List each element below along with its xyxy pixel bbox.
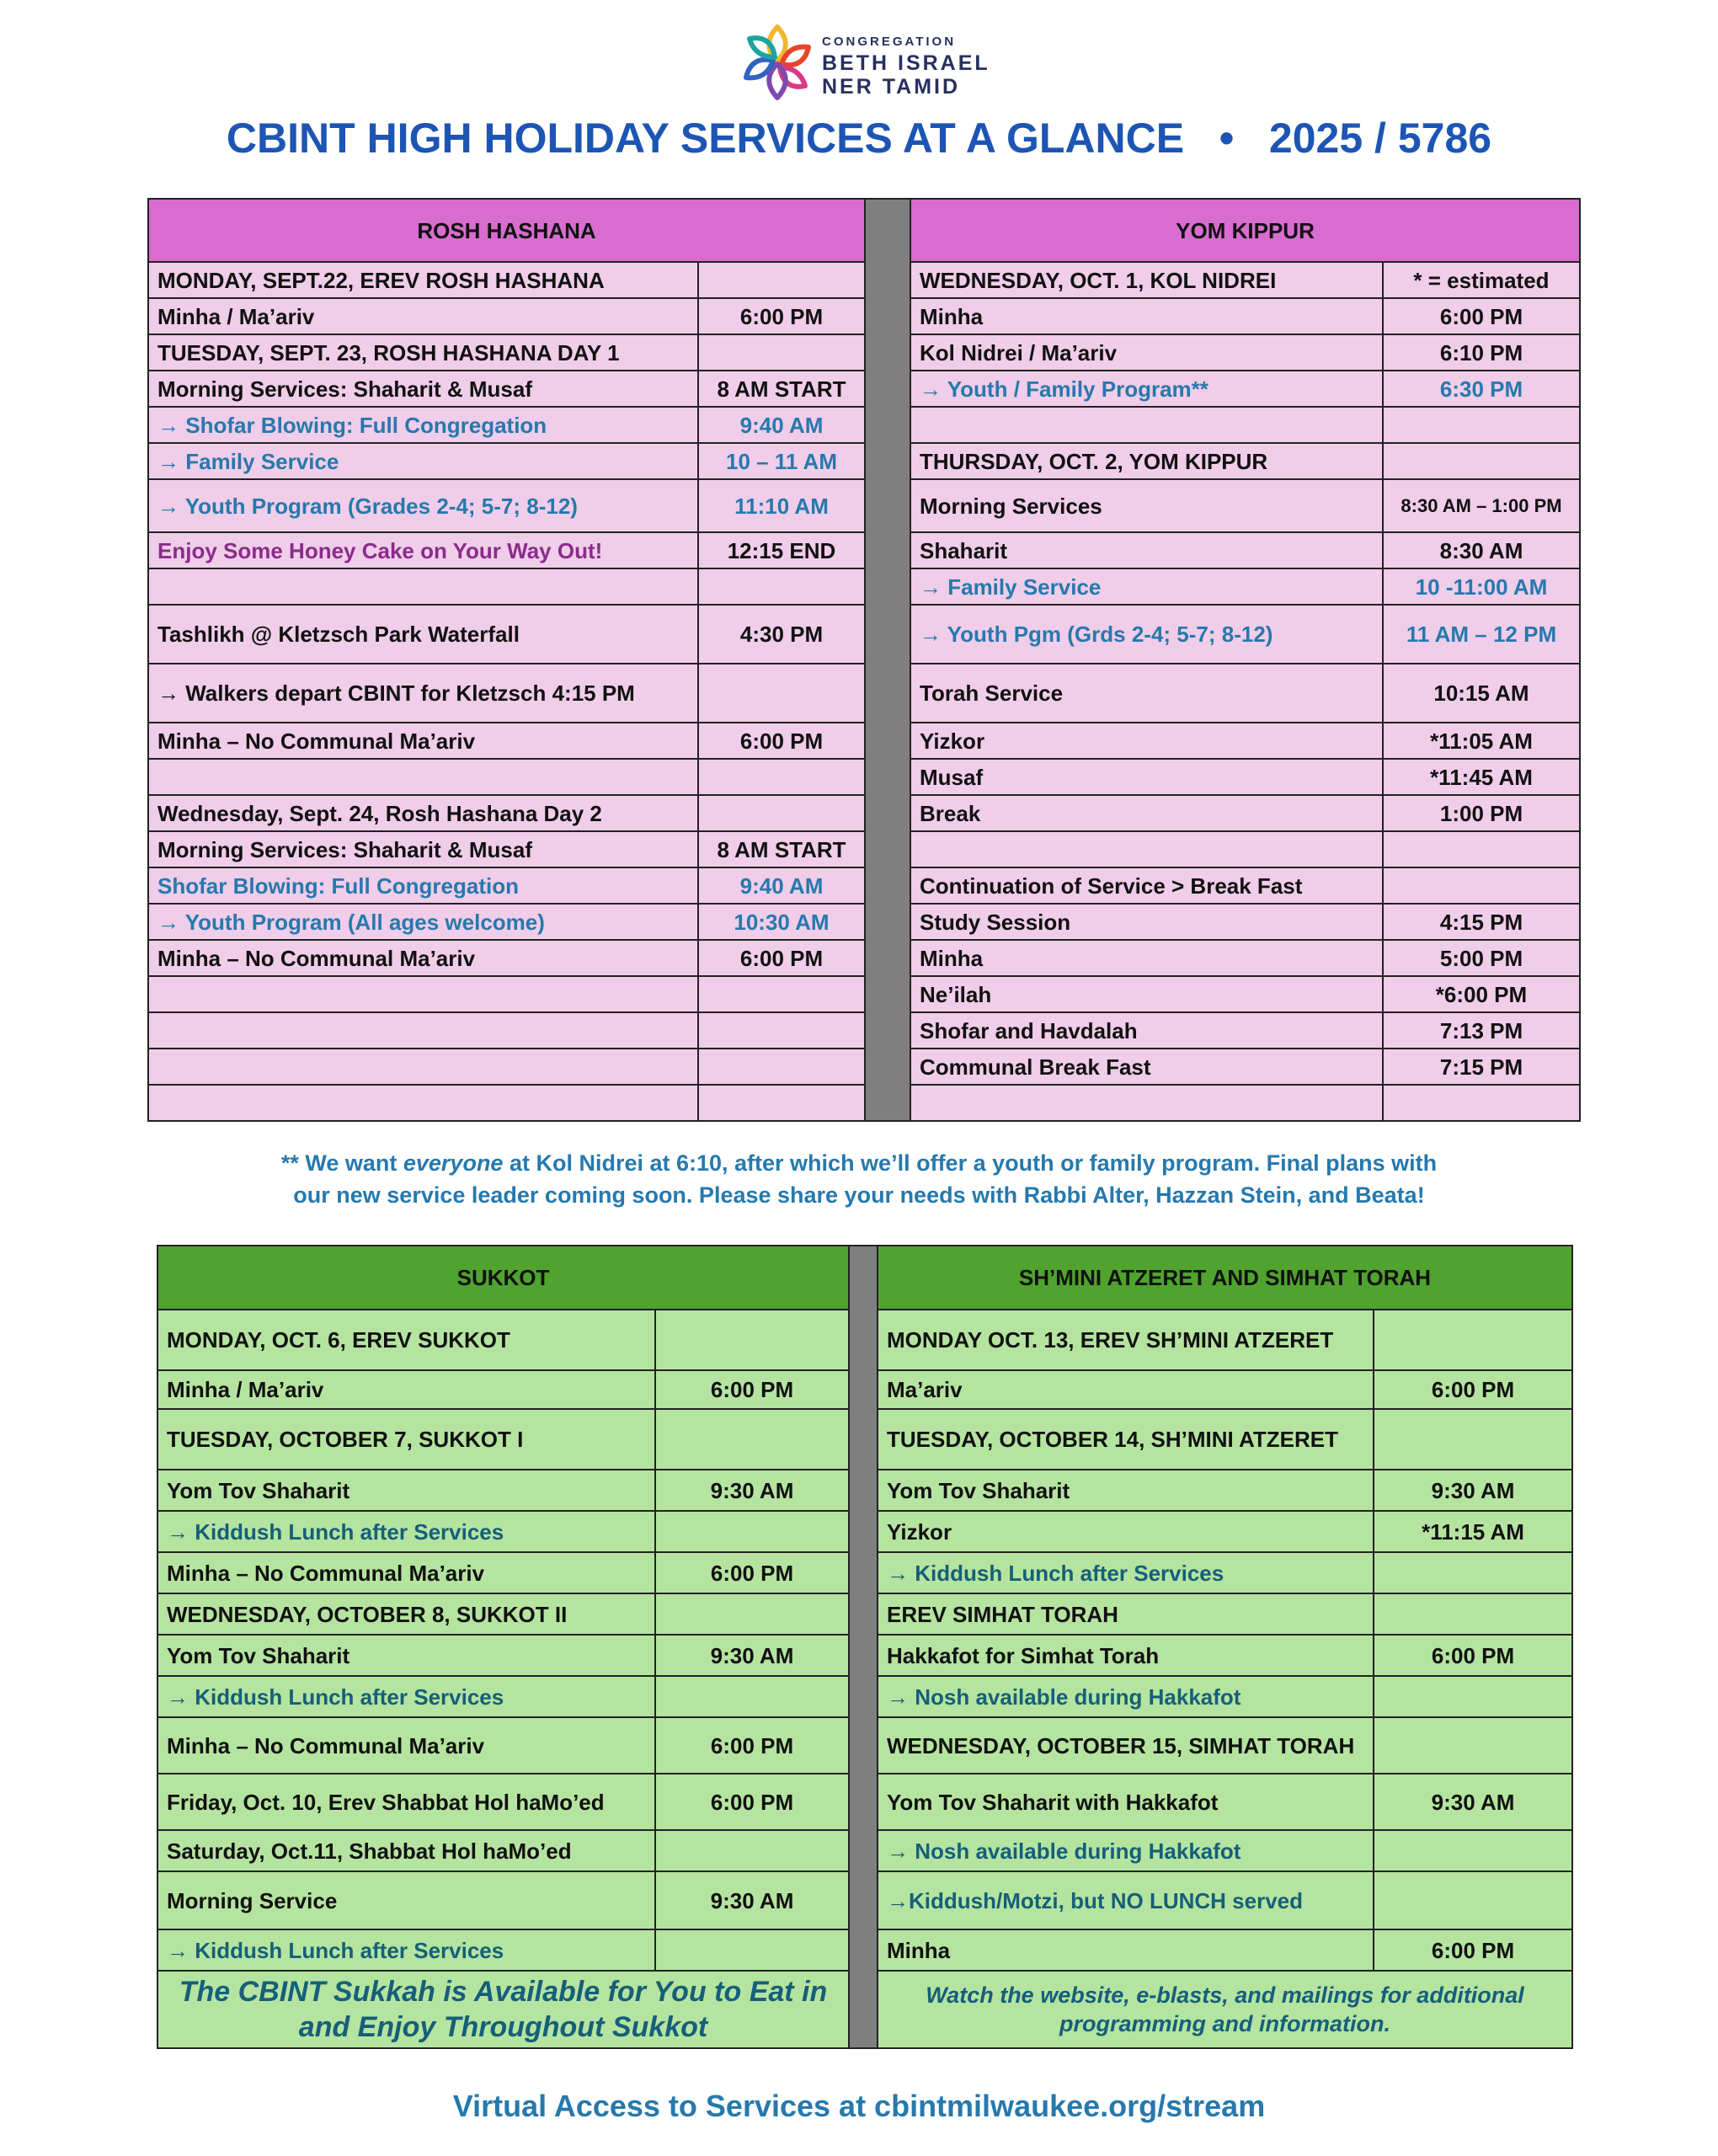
yom-kippur-time <box>1383 1085 1580 1121</box>
yom-kippur-event: Shaharit <box>910 532 1383 568</box>
sukkot-event: WEDNESDAY, OCTOBER 8, SUKKOT II <box>157 1593 655 1635</box>
schedule-row <box>148 1085 1580 1121</box>
yom-kippur-time: 8:30 AM <box>1383 532 1580 568</box>
yom-kippur-event <box>910 407 1383 443</box>
rosh-hashana-time: 6:00 PM <box>698 940 865 976</box>
logo-line-ner-tamid: NER TAMID <box>822 75 961 99</box>
sukkot-event: MONDAY, OCT. 6, EREV SUKKOT <box>157 1310 655 1370</box>
shmini-atzeret-event: →Kiddush/Motzi, but NO LUNCH served <box>878 1871 1374 1929</box>
yom-kippur-event: Torah Service <box>910 664 1383 723</box>
yom-kippur-time: *6:00 PM <box>1383 976 1580 1012</box>
yom-kippur-event <box>910 831 1383 867</box>
sukkot-event: Yom Tov Shaharit <box>157 1635 655 1676</box>
rosh-hashana-event: → Family Service <box>148 443 698 479</box>
shmini-atzeret-header: SH’MINI ATZERET AND SIMHAT TORAH <box>878 1246 1572 1310</box>
shmini-atzeret-event: TUESDAY, OCTOBER 14, SH’MINI ATZERET <box>878 1409 1374 1470</box>
column-separator <box>849 1246 878 2048</box>
rosh-hashana-time <box>698 795 865 831</box>
sukkot-time: 6:00 PM <box>655 1717 849 1774</box>
schedule-row <box>148 605 1580 664</box>
rosh-hashana-time: 8 AM START <box>698 371 865 407</box>
sukkot-event: Friday, Oct. 10, Erev Shabbat Hol haMo’ed <box>157 1774 655 1830</box>
rosh-hashana-event: → Youth Program (Grades 2-4; 5-7; 8-12) <box>148 479 698 532</box>
rosh-hashana-time <box>698 334 865 371</box>
kol-nidrei-note <box>0 1147 1718 1211</box>
rosh-hashana-event: Minha – No Communal Ma’ariv <box>148 940 698 976</box>
virtual-access-footer: Virtual Access to Services at cbintmilwaukee.org/stream <box>452 2089 1266 2123</box>
high-holidays-table <box>147 198 1581 1122</box>
schedule-row <box>148 664 1580 723</box>
yom-kippur-event: Minha <box>910 940 1383 976</box>
high-holidays-body <box>148 199 1580 1121</box>
sukkot-time <box>655 1676 849 1717</box>
yom-kippur-event: Study Session <box>910 904 1383 940</box>
schedule-row <box>148 568 1580 605</box>
schedule-row <box>148 976 1580 1012</box>
shmini-atzeret-event: EREV SIMHAT TORAH <box>878 1593 1374 1635</box>
rosh-hashana-event: → Youth Program (All ages welcome) <box>148 904 698 940</box>
rosh-hashana-time <box>698 976 865 1012</box>
rosh-hashana-time <box>698 1049 865 1085</box>
rosh-hashana-time: 6:00 PM <box>698 298 865 334</box>
yom-kippur-time: *11:05 AM <box>1383 723 1580 759</box>
shmini-atzeret-event: → Nosh available during Hakkafot <box>878 1676 1374 1717</box>
congregation-logo <box>739 22 1026 106</box>
schedule-row <box>148 940 1580 976</box>
rosh-hashana-time <box>698 262 865 298</box>
yom-kippur-time: 6:00 PM <box>1383 298 1580 334</box>
rosh-hashana-time <box>698 664 865 723</box>
yom-kippur-time: *11:45 AM <box>1383 759 1580 795</box>
sukkot-time <box>655 1511 849 1552</box>
schedule-row <box>148 867 1580 904</box>
fall-festivals-body <box>157 1246 1572 2048</box>
schedule-row <box>148 532 1580 568</box>
yom-kippur-event: WEDNESDAY, OCT. 1, KOL NIDREI <box>910 262 1383 298</box>
shmini-atzeret-time: 9:30 AM <box>1374 1470 1572 1511</box>
sukkot-time <box>655 1409 849 1470</box>
rosh-hashana-event <box>148 568 698 605</box>
yom-kippur-time: 11 AM – 12 PM <box>1383 605 1580 664</box>
yom-kippur-time: 7:15 PM <box>1383 1049 1580 1085</box>
shmini-atzeret-event: → Kiddush Lunch after Services <box>878 1552 1374 1593</box>
schedule-row <box>148 407 1580 443</box>
sukkot-time: 9:30 AM <box>655 1470 849 1511</box>
yom-kippur-event: Morning Services <box>910 479 1383 532</box>
rosh-hashana-time <box>698 1085 865 1121</box>
rosh-hashana-time: 11:10 AM <box>698 479 865 532</box>
yom-kippur-time: 1:00 PM <box>1383 795 1580 831</box>
rosh-hashana-event: Morning Services: Shaharit & Musaf <box>148 831 698 867</box>
shmini-atzeret-time: *11:15 AM <box>1374 1511 1572 1552</box>
yom-kippur-event: Break <box>910 795 1383 831</box>
rosh-hashana-event: MONDAY, SEPT.22, EREV ROSH HASHANA <box>148 262 698 298</box>
shmini-atzeret-time: 6:00 PM <box>1374 1370 1572 1409</box>
rosh-hashana-time <box>698 759 865 795</box>
yom-kippur-event: → Youth Pgm (Grds 2-4; 5-7; 8-12) <box>910 605 1383 664</box>
shmini-atzeret-event: MONDAY OCT. 13, EREV SH’MINI ATZERET <box>878 1310 1374 1370</box>
yom-kippur-event: Yizkor <box>910 723 1383 759</box>
rosh-hashana-time: 4:30 PM <box>698 605 865 664</box>
yom-kippur-event: Communal Break Fast <box>910 1049 1383 1085</box>
sukkot-event: → Kiddush Lunch after Services <box>157 1929 655 1971</box>
schedule-row <box>148 723 1580 759</box>
sukkot-event: → Kiddush Lunch after Services <box>157 1676 655 1717</box>
rosh-hashana-event <box>148 1085 698 1121</box>
yom-kippur-time <box>1383 831 1580 867</box>
sukkot-time: 9:30 AM <box>655 1635 849 1676</box>
shmini-atzeret-time <box>1374 1676 1572 1717</box>
sukkot-event: Minha – No Communal Ma’ariv <box>157 1552 655 1593</box>
rosh-hashana-event: → Shofar Blowing: Full Congregation <box>148 407 698 443</box>
sukkot-time: 6:00 PM <box>655 1552 849 1593</box>
rosh-hashana-time: 9:40 AM <box>698 867 865 904</box>
schedule-row <box>148 262 1580 298</box>
kol-nidrei-note-part1: ** We want <box>280 1150 403 1176</box>
shmini-atzeret-time <box>1374 1830 1572 1871</box>
rosh-hashana-time: 6:00 PM <box>698 723 865 759</box>
rosh-hashana-event <box>148 1049 698 1085</box>
schedule-row <box>148 334 1580 371</box>
rosh-hashana-event: → Walkers depart CBINT for Kletzsch 4:15 PM <box>148 664 698 723</box>
fall-festivals-table <box>157 1245 1573 2049</box>
rosh-hashana-time <box>698 1012 865 1049</box>
rosh-hashana-event <box>148 976 698 1012</box>
yom-kippur-event: Musaf <box>910 759 1383 795</box>
sukkot-event: Yom Tov Shaharit <box>157 1470 655 1511</box>
sukkot-time <box>655 1310 849 1370</box>
yom-kippur-time: 5:00 PM <box>1383 940 1580 976</box>
rosh-hashana-time: 8 AM START <box>698 831 865 867</box>
schedule-row <box>148 371 1580 407</box>
rosh-hashana-time: 9:40 AM <box>698 407 865 443</box>
yom-kippur-time: 7:13 PM <box>1383 1012 1580 1049</box>
website-note: Watch the website, e-blasts, and mailings for additional programming and information. <box>878 1971 1572 2048</box>
schedule-row <box>148 795 1580 831</box>
sukkot-time: 9:30 AM <box>655 1871 849 1929</box>
page-title: CBINT HIGH HOLIDAY SERVICES AT A GLANCE • 2025 / 5786 <box>226 115 1492 162</box>
yom-kippur-header: YOM KIPPUR <box>910 199 1580 262</box>
sukkot-time: 6:00 PM <box>655 1370 849 1409</box>
star-of-david-flower-icon <box>739 22 815 103</box>
shmini-atzeret-time <box>1374 1593 1572 1635</box>
yom-kippur-time <box>1383 443 1580 479</box>
yom-kippur-event: Minha <box>910 298 1383 334</box>
logo-line-congregation: CONGREGATION <box>822 35 957 49</box>
rosh-hashana-header: ROSH HASHANA <box>148 199 865 262</box>
rosh-hashana-event: Minha / Ma’ariv <box>148 298 698 334</box>
yom-kippur-event: Continuation of Service > Break Fast <box>910 867 1383 904</box>
yom-kippur-time: 10:15 AM <box>1383 664 1580 723</box>
schedule-row <box>148 831 1580 867</box>
shmini-atzeret-event: Hakkafot for Simhat Torah <box>878 1635 1374 1676</box>
sukkot-event: Saturday, Oct.11, Shabbat Hol haMo’ed <box>157 1830 655 1871</box>
logo-line-beth-israel: BETH ISRAEL <box>822 51 990 75</box>
yom-kippur-event: Ne’ilah <box>910 976 1383 1012</box>
column-separator <box>865 199 910 1121</box>
shmini-atzeret-event: → Nosh available during Hakkafot <box>878 1830 1374 1871</box>
rosh-hashana-event: TUESDAY, SEPT. 23, ROSH HASHANA DAY 1 <box>148 334 698 371</box>
sukkot-event: Minha / Ma’ariv <box>157 1370 655 1409</box>
rosh-hashana-event: Wednesday, Sept. 24, Rosh Hashana Day 2 <box>148 795 698 831</box>
rosh-hashana-event: Shofar Blowing: Full Congregation <box>148 867 698 904</box>
shmini-atzeret-time <box>1374 1310 1572 1370</box>
schedule-row <box>148 904 1580 940</box>
rosh-hashana-time: 12:15 END <box>698 532 865 568</box>
rosh-hashana-event: Minha – No Communal Ma’ariv <box>148 723 698 759</box>
schedule-row <box>148 298 1580 334</box>
shmini-atzeret-time <box>1374 1871 1572 1929</box>
sukkot-time <box>655 1593 849 1635</box>
schedule-row <box>148 1049 1580 1085</box>
schedule-row <box>148 443 1580 479</box>
rosh-hashana-time <box>698 568 865 605</box>
shmini-atzeret-time <box>1374 1717 1572 1774</box>
sukkot-time <box>655 1830 849 1871</box>
yom-kippur-event: → Family Service <box>910 568 1383 605</box>
yom-kippur-time: 4:15 PM <box>1383 904 1580 940</box>
sukkot-event: → Kiddush Lunch after Services <box>157 1511 655 1552</box>
schedule-row <box>148 1012 1580 1049</box>
schedule-row <box>148 479 1580 532</box>
sukkot-time <box>655 1929 849 1971</box>
rosh-hashana-event: Morning Services: Shaharit & Musaf <box>148 371 698 407</box>
shmini-atzeret-time <box>1374 1552 1572 1593</box>
sukkot-event: Minha – No Communal Ma’ariv <box>157 1717 655 1774</box>
rosh-hashana-time: 10:30 AM <box>698 904 865 940</box>
yom-kippur-time: 6:30 PM <box>1383 371 1580 407</box>
rosh-hashana-event: Tashlikh @ Kletzsch Park Waterfall <box>148 605 698 664</box>
yom-kippur-time: 6:10 PM <box>1383 334 1580 371</box>
kol-nidrei-note-line2: our new service leader coming soon. Please share your needs with Rabbi Alter, Hazzan Stein, and Beata! <box>293 1182 1425 1208</box>
yom-kippur-event: THURSDAY, OCT. 2, YOM KIPPUR <box>910 443 1383 479</box>
yom-kippur-event <box>910 1085 1383 1121</box>
shmini-atzeret-event: Minha <box>878 1929 1374 1971</box>
shmini-atzeret-event: WEDNESDAY, OCTOBER 15, SIMHAT TORAH <box>878 1717 1374 1774</box>
rosh-hashana-event <box>148 759 698 795</box>
yom-kippur-time: 10 -11:00 AM <box>1383 568 1580 605</box>
shmini-atzeret-event: Yizkor <box>878 1511 1374 1552</box>
schedule-row <box>148 759 1580 795</box>
yom-kippur-event: → Youth / Family Program** <box>910 371 1383 407</box>
rosh-hashana-event <box>148 1012 698 1049</box>
shmini-atzeret-time: 6:00 PM <box>1374 1635 1572 1676</box>
shmini-atzeret-time: 6:00 PM <box>1374 1929 1572 1971</box>
yom-kippur-time <box>1383 407 1580 443</box>
shmini-atzeret-event: Ma’ariv <box>878 1370 1374 1409</box>
kol-nidrei-note-part2: at Kol Nidrei at 6:10, after which we’ll offer a youth or family program. Final plans with <box>503 1150 1438 1176</box>
yom-kippur-event: Kol Nidrei / Ma’ariv <box>910 334 1383 371</box>
yom-kippur-time: * = estimated <box>1383 262 1580 298</box>
rosh-hashana-time: 10 – 11 AM <box>698 443 865 479</box>
shmini-atzeret-event: Yom Tov Shaharit with Hakkafot <box>878 1774 1374 1830</box>
yom-kippur-event: Shofar and Havdalah <box>910 1012 1383 1049</box>
sukkot-event: Morning Service <box>157 1871 655 1929</box>
sukkot-header: SUKKOT <box>157 1246 849 1310</box>
yom-kippur-time: 8:30 AM – 1:00 PM <box>1383 479 1580 532</box>
shmini-atzeret-event: Yom Tov Shaharit <box>878 1470 1374 1511</box>
sukkah-note: The CBINT Sukkah is Available for You to Eat in and Enjoy Throughout Sukkot <box>157 1971 849 2048</box>
sukkot-event: TUESDAY, OCTOBER 7, SUKKOT I <box>157 1409 655 1470</box>
yom-kippur-time <box>1383 867 1580 904</box>
rosh-hashana-event: Enjoy Some Honey Cake on Your Way Out! <box>148 532 698 568</box>
sukkot-time: 6:00 PM <box>655 1774 849 1830</box>
shmini-atzeret-time <box>1374 1409 1572 1470</box>
shmini-atzeret-time: 9:30 AM <box>1374 1774 1572 1830</box>
kol-nidrei-note-emphasis: everyone <box>403 1150 504 1176</box>
